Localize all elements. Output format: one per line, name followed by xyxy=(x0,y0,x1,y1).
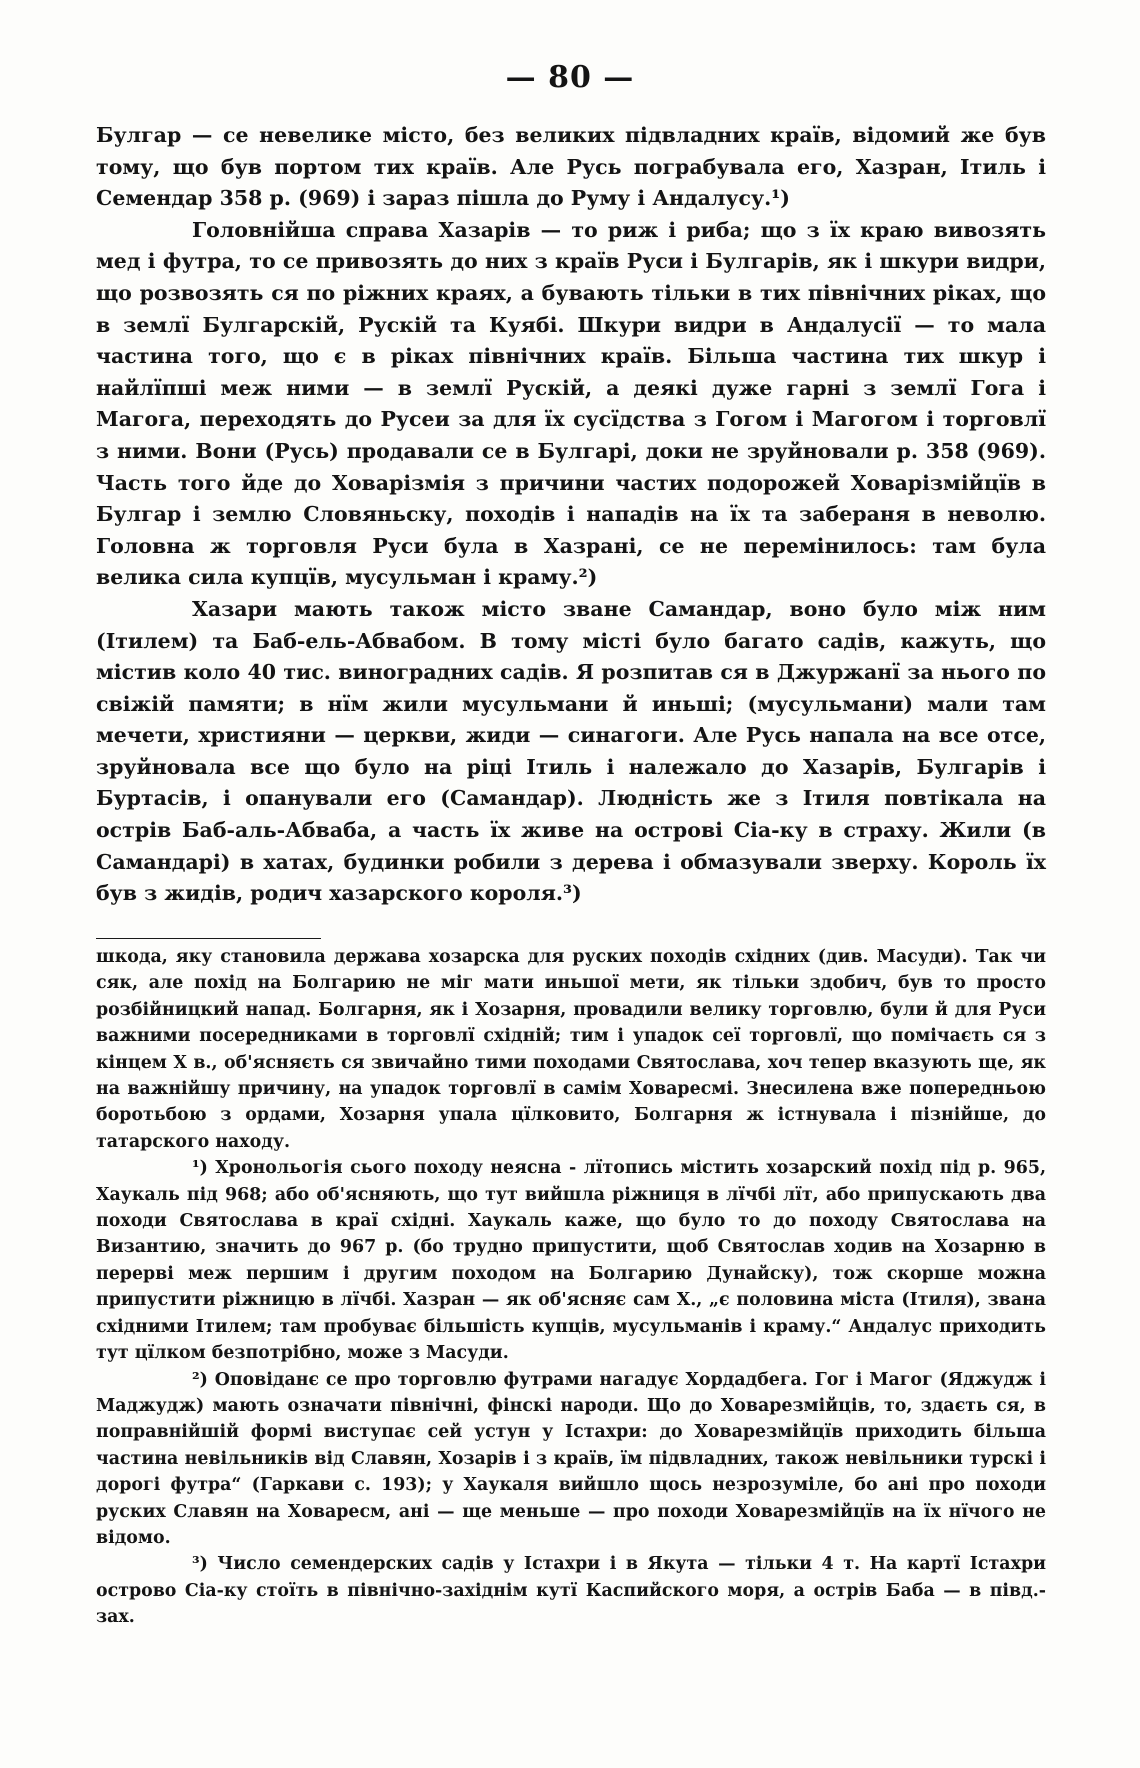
paragraph-samandar: Хазари мають також місто зване Самандар, воно було між ним (Ітилем) та Баб-ель-Абвабом. В тому місті було багато садів, кажуть, що містив коло 40 тис. виноградних садів. Я розпитав ся в Джуржанї за нього по свіжій памяти; в нїм жили мусульмани й иньші; (мусульмани) мали там мечети, християни — церкви, жиди — синагоги. Але Русь напала на все отсе, зруйновала все що було на ріці Ітиль і належало до Хазарів, Булгарів і Буртасів, і опанували его (Самандар). Людність же з Ітиля повтікала на острів Баб-аль-Абваба, а часть їх живе на острові Сіа-ку в страху. Жили (в Самандарі) в хатах, будинки робили з дерева і обмазували зверху. Король їх був з жидів, родич хазарского короля.³) xyxy=(96,596,1046,906)
footnote-continuation: шкода, яку становила держава хозарска для руских походів східних (див. Масуди). Так чи сяк, але похід на Болгарию не міг мати иньшої мети, як тільки здобич, був то просто розбійницкий напад. Болгарня, як і Хозарня, провадили велику торговлю, були й для Руси важними посередниками в торговлї східній; тим і упадок сеї торговлї, що помічаєть ся з кінцем X в., об'ясняєть ся звичайно тими походами Святослава, хоч тепер вказують ще, як на важнійшу причину, на упадок торговлї в самім Ховаресмі. Знесилена вже попередньою боротьбою з ордами, Хозарня упала цїлковито, Болгарня ж істнувала і пізнійше, до татарского находу. xyxy=(96,947,1046,1152)
footnote-2: ²) Оповіданє се про торговлю футрами нагадує Хордадбега. Гог і Магог (Яджудж і Маджудж) мають означати північні, фінскі народи. Що до Ховарезмійців, то, здаєть ся, в поправнійшій формі виступає сей устун у Іcтахри: до Ховарезмійцїв приходить більша частина невільників від Славян, Хозарів і з країв, їм підвладних, також невільники турскі і дорогі футра“ (Гаркави с. 193); у Хаукаля вийшло щось незрозуміле, бо ані про походи руских Славян на Ховаресм, ані — ще меньше — про походи Ховарезмійцїв на їх нїчого не відомо. xyxy=(96,1369,1046,1548)
footnote-divider xyxy=(96,938,321,939)
footnote-3: ³) Число семендерских садів у Істахри і в Якута — тільки 4 т. На картї Істахри острово Сіа-ку стоїть в північно-західнім кутї Каспийского моря, а острів Баба — в півд.-зах. xyxy=(96,1554,1046,1628)
main-text xyxy=(96,120,1046,910)
paragraph-bulgar: Булгар — се невелике місто, без великих підвладних країв, відомий же був тому, що був портом тих країв. Але Русь пограбувала его, Хазран, Ітиль і Семендар 358 р. (969) і зараз пішла до Руму і Андалусу.¹) xyxy=(96,123,1046,211)
page-number: — 80 — xyxy=(505,60,635,95)
footnotes xyxy=(96,944,1046,1631)
footnote-1: ¹) Хронольогія сього походу неясна - лїтопись містить хозарский похід під р. 965, Хаукаль під 968; або об'ясняють, що тут вийшла ріжниця в лїчбі лїт, або припускають два походи Святослава в краї східні. Хаукаль каже, що було то до походу Святослава на Византию, значить до 967 р. (бо трудно припустити, щоб Святослав ходив на Хозарню в перерві меж першим і другим походом на Болгарию Дунайску), тож скорше можна припустити ріжницю в лїчбі. Хазран — як об'ясняє сам X., „є половина міста (Ітиля), звана східними Ітилем; там пробуває більшість купців, мусульманів і краму.“ Андалус приходить тут цїлком безпотрібно, може з Масуди. xyxy=(96,1158,1046,1364)
paragraph-khazar-trade: Головнійша справа Хазарів — то риж і риба; що з їх краю вивозять мед і футра, то се привозять до них з країв Руси і Булгарів, як і шкури видри, що розвозять ся по ріжних краях, а бувають тільки в тих північних ріках, що в землї Булгарскій, Рускій та Куябі. Шкури видри в Андалусії — то мала частина того, що є в ріках північних країв. Більша частина тих шкур і найлїпші меж ними — в землї Рускій, а деякі дуже гарні з землї Гога і Магога, переходять до Русеи за для їх сусїдства з Гогом і Магогом і торговлї з ними. Вони (Русь) продавали се в Булгарі, доки не зруйновали р. 358 (969). Часть того йде до Ховарізмія з причини частих подорожей Ховарізмійцїв в Булгар і землю Словяньску, походів і нападів на їх та забераня в неволю. Головна ж торговля Руси була в Хазрані, се не перемінилось: там була велика сила купцїв, мусульман і краму.²) xyxy=(96,217,1046,590)
